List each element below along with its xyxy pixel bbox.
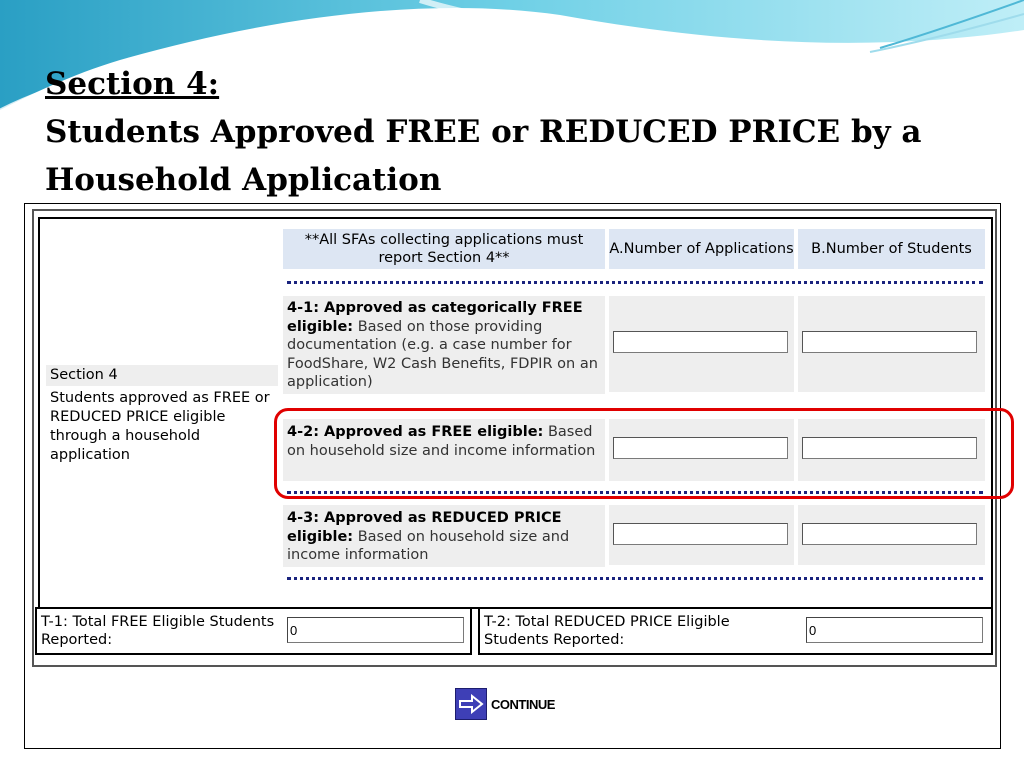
row-4-1-students-input[interactable] xyxy=(802,331,977,353)
row-4-3-label xyxy=(283,507,605,567)
total-free-box xyxy=(35,607,472,655)
row-4-3-description: Based on household size and income information xyxy=(287,528,570,563)
side-panel xyxy=(46,365,278,465)
total-reduced-box xyxy=(478,607,993,655)
row-4-3-applications-input[interactable] xyxy=(613,523,788,545)
row-4-3-students-input[interactable] xyxy=(802,523,977,545)
highlight-annotation xyxy=(274,408,1014,499)
total-reduced-input[interactable] xyxy=(806,617,983,643)
continue-button[interactable] xyxy=(455,688,555,720)
continue-label: CONTINUE xyxy=(491,696,555,712)
slide-heading xyxy=(45,60,985,204)
header-note: **All SFAs collecting applications must report Section 4** xyxy=(283,229,605,269)
column-headers xyxy=(283,229,983,269)
row-divider xyxy=(287,281,983,284)
row-4-1-applications-input[interactable] xyxy=(613,331,788,353)
row-4-1-lead: 4-1: Approved as categorically FREE eligible: xyxy=(287,300,583,335)
side-title: Section 4 xyxy=(46,365,278,386)
row-4-1-label xyxy=(283,297,605,394)
section-heading: Section 4: xyxy=(45,66,220,102)
total-free-label: T-1: Total FREE Eligible Students Reported: xyxy=(41,614,275,648)
row-4-3-lead: 4-3: Approved as REDUCED PRICE eligible: xyxy=(287,510,562,545)
slide-title: Students Approved FREE or REDUCED PRICE by a Household Application xyxy=(45,114,922,198)
row-4-2-description: Based on household size and income information xyxy=(287,424,596,459)
total-free-input[interactable] xyxy=(287,617,464,643)
header-students: B.Number of Students xyxy=(798,229,985,269)
row-4-2-lead: 4-2: Approved as FREE eligible: xyxy=(287,424,544,440)
side-description: Students approved as FREE or REDUCED PRICE eligible through a household application xyxy=(50,390,270,463)
total-reduced-label: T-2: Total REDUCED PRICE Eligible Students Reported: xyxy=(484,614,730,648)
arrow-right-icon xyxy=(455,688,487,720)
row-4-1-description: Based on those providing documentation (e.g. a case number for FoodShare, W2 Cash Benefits, FDPIR on an application) xyxy=(287,318,598,390)
header-applications: A.Number of Applications xyxy=(609,229,794,269)
row-divider xyxy=(287,577,983,580)
